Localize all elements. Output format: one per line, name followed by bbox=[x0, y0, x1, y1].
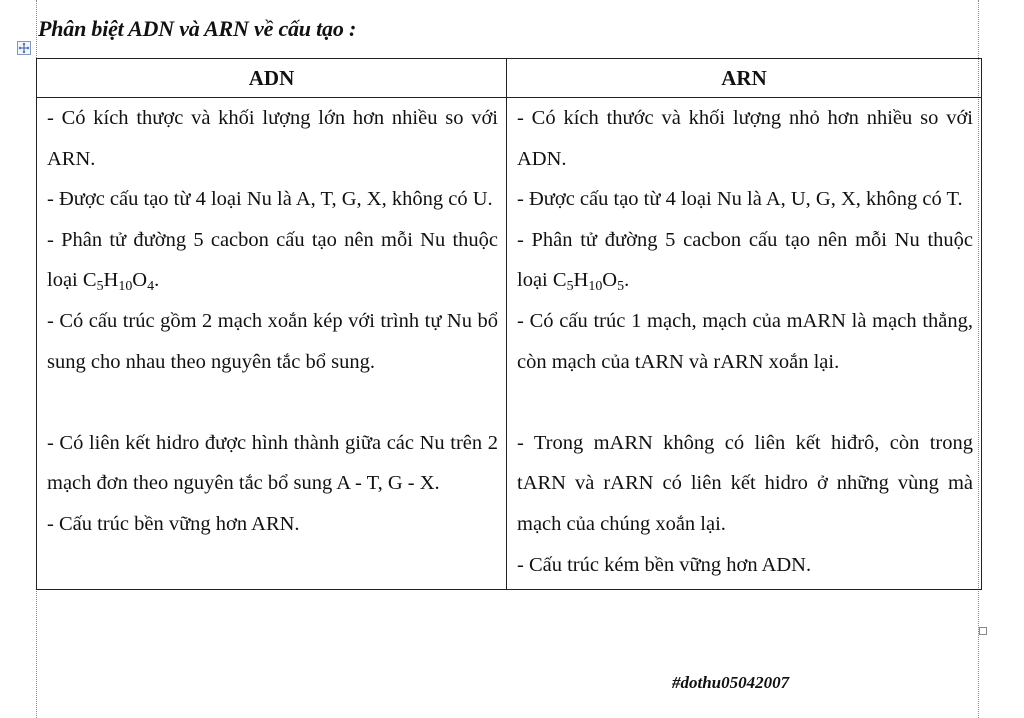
adn-sugar-formula: $C_5H_{10}O_4$. bbox=[82, 269, 160, 295]
adn-structure-text: - Có cấu trúc gồm 2 mạch xoắn kép với trình tự Nu bổ sung cho nhau theo nguyên tắc bổ sung. bbox=[47, 309, 498, 373]
empty-line bbox=[47, 382, 498, 423]
arn-cell[interactable] bbox=[507, 98, 982, 590]
document-title: Phân biệt ADN và ARN về cấu tạo : bbox=[38, 16, 357, 41]
table-row bbox=[37, 98, 982, 590]
comparison-table[interactable] bbox=[36, 58, 982, 590]
arn-sugar-prefix: - Phân tử đường 5 cacbon cấu tạo nên mỗi Nu thuộc loại bbox=[517, 228, 973, 292]
table-header-row bbox=[37, 59, 982, 98]
adn-hydrogen-bonds-text: - Có liên kết hidro được hình thành giữa các Nu trên 2 mạch đơn theo nguyên tắc bổ sung A - T, G - X. bbox=[47, 431, 498, 495]
table-resize-handle[interactable] bbox=[979, 627, 987, 635]
adn-stability-text: - Cấu trúc bền vững hơn ARN. bbox=[47, 512, 300, 535]
adn-sugar-text bbox=[47, 220, 498, 301]
arn-structure-text: - Có cấu trúc 1 mạch, mạch của mARN là mạch thẳng, còn mạch của tARN và rARN xoắn lại. bbox=[517, 309, 973, 373]
adn-cell[interactable] bbox=[37, 98, 507, 590]
arn-sugar-text bbox=[517, 220, 973, 301]
header-arn[interactable]: ARN bbox=[507, 59, 982, 98]
empty-line bbox=[517, 382, 973, 423]
signature-hashtag: #dothu05042007 bbox=[672, 673, 790, 692]
arn-size-text: - Có kích thước và khối lượng nhỏ hơn nhiều so với ADN. bbox=[517, 107, 973, 170]
table-move-handle[interactable] bbox=[17, 41, 31, 55]
adn-nucleotides-text: - Được cấu tạo từ 4 loại Nu là A, T, G, X, không có U. bbox=[47, 188, 493, 211]
arn-sugar-formula: $C_5H_{10}O_5$. bbox=[552, 269, 630, 295]
arn-stability-text: - Cấu trúc kém bền vững hơn ADN. bbox=[517, 553, 812, 576]
header-adn[interactable]: ADN bbox=[37, 59, 507, 98]
arn-nucleotides-text: - Được cấu tạo từ 4 loại Nu là A, U, G, X, không có T. bbox=[517, 188, 963, 211]
arn-hydrogen-bonds-text: - Trong mARN không có liên kết hiđrô, còn trong tARN và rARN có liên kết hidro ở những vùng mà mạch của chúng xoắn lại. bbox=[517, 431, 973, 535]
adn-size-text: - Có kích thược và khối lượng lớn hơn nhiều so với ARN. bbox=[47, 107, 498, 170]
move-arrows-icon bbox=[18, 42, 30, 54]
adn-sugar-prefix: - Phân tử đường 5 cacbon cấu tạo nên mỗi Nu thuộc loại bbox=[47, 228, 498, 292]
